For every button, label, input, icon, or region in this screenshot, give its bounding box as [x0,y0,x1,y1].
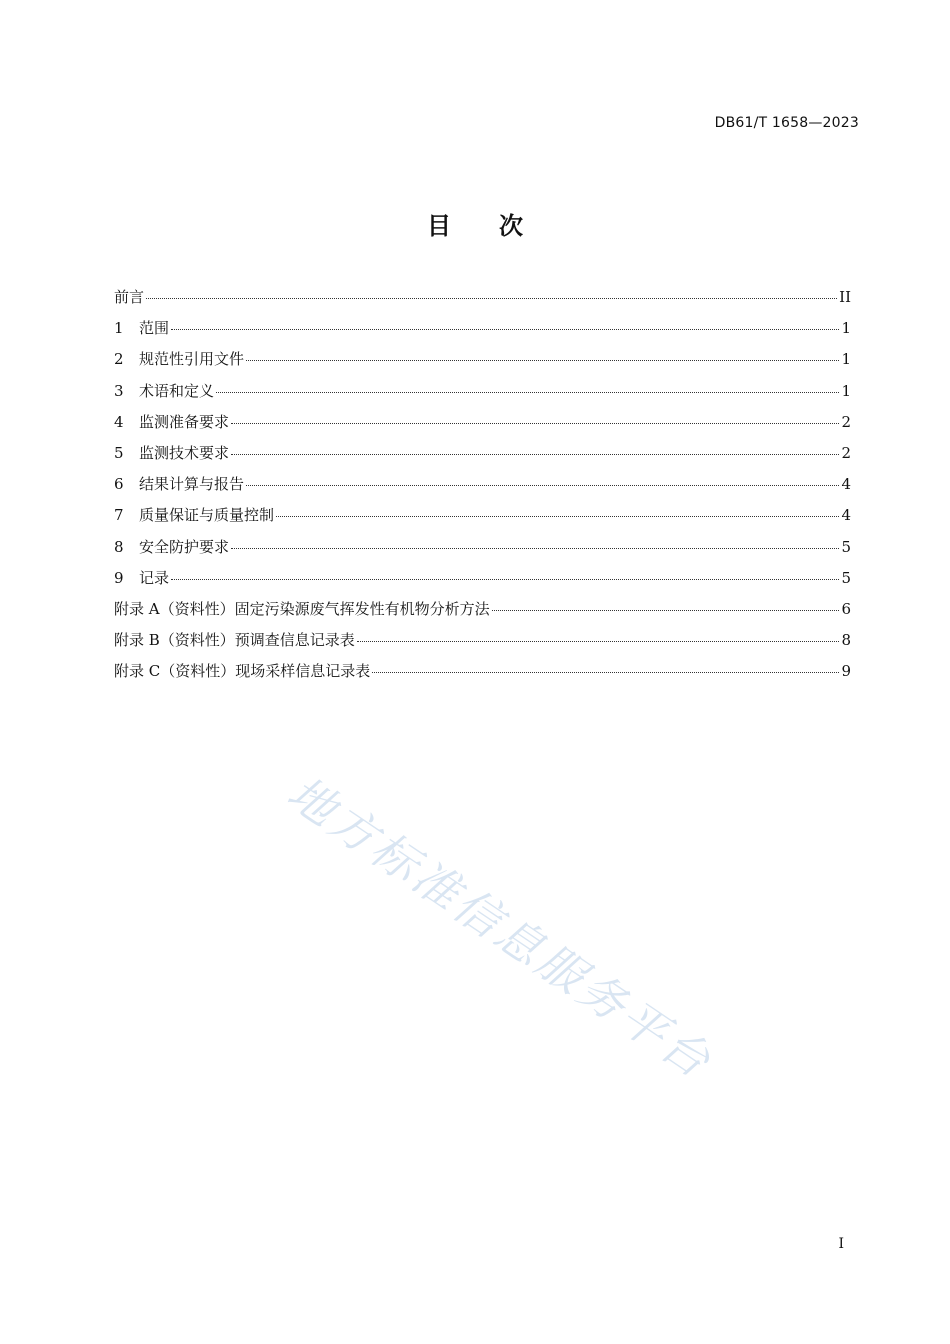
toc-list [114,287,851,692]
toc-entry-label: 前言 [114,288,145,306]
toc-entry-5[interactable] [114,443,851,474]
toc-entry-number: 3 [114,381,124,400]
toc-entry-appendix-b[interactable] [114,630,851,661]
toc-dot-leader [171,579,839,580]
toc-entry-page: 1 [841,381,851,400]
toc-entry-2[interactable] [114,349,851,380]
toc-dot-leader [231,423,839,424]
toc-dot-leader [372,672,839,673]
document-code: DB61/T 1658—2023 [714,115,859,131]
toc-entry-number: 1 [114,319,124,338]
toc-entry-6[interactable] [114,474,851,505]
toc-entry-number: 8 [114,537,124,556]
toc-entry-page: 5 [841,568,851,587]
toc-entry-number: 7 [114,506,124,525]
toc-entry-label: 附录 C（资料性）现场采样信息记录表 [114,662,371,681]
toc-entry-7[interactable] [114,505,851,536]
toc-dot-leader [216,392,839,393]
toc-dot-leader [246,360,839,361]
toc-entry-number: 4 [114,412,124,431]
toc-entry-label: 监测技术要求 [139,443,230,462]
toc-entry-8[interactable] [114,537,851,568]
toc-entry-page: 2 [841,412,851,431]
toc-dot-leader [146,298,837,299]
toc-dot-leader [357,641,840,642]
toc-dot-leader [276,516,839,517]
toc-entry-4[interactable] [114,412,851,443]
toc-entry-page: 6 [841,599,851,618]
toc-entry-page: 9 [841,662,851,681]
toc-entry-page: 5 [841,537,851,556]
toc-entry-page: 2 [841,443,851,462]
toc-entry-label: 质量保证与质量控制 [139,506,275,525]
toc-title-char-2: 次 [499,212,523,240]
toc-entry-number: 9 [114,568,124,587]
toc-entry-page: 4 [841,506,851,525]
toc-entry-3[interactable] [114,381,851,412]
toc-entry-label: 规范性引用文件 [139,350,245,369]
toc-entry-number: 2 [114,350,124,369]
toc-entry-page: 1 [841,319,851,338]
toc-dot-leader [231,548,839,549]
toc-title [0,206,950,241]
toc-dot-leader [246,485,839,486]
toc-entry-label: 记录 [139,568,170,587]
toc-entry-number: 5 [114,443,124,462]
toc-entry-page: 4 [841,475,851,494]
toc-entry-label: 监测准备要求 [139,412,230,431]
toc-entry-label: 附录 B（资料性）预调查信息记录表 [114,631,355,650]
toc-entry-label: 结果计算与报告 [139,475,245,494]
toc-entry-label: 安全防护要求 [139,537,230,556]
page-number: I [838,1236,844,1252]
toc-dot-leader [492,610,840,611]
toc-entry-appendix-c[interactable] [114,661,851,692]
toc-entry-preface[interactable] [114,287,851,318]
toc-entry-page: 1 [841,350,851,369]
toc-dot-leader [231,454,839,455]
toc-entry-appendix-a[interactable] [114,599,851,630]
toc-entry-label: 附录 A（资料性）固定污染源废气挥发性有机物分析方法 [114,599,490,618]
toc-entry-page: II [839,288,851,306]
toc-entry-label: 术语和定义 [139,381,215,400]
toc-entry-page: 8 [841,631,851,650]
toc-entry-number: 6 [114,475,124,494]
toc-title-char-1: 目 [427,212,451,240]
toc-entry-9[interactable] [114,568,851,599]
toc-entry-1[interactable] [114,318,851,349]
watermark: 地方标准信息服务平台 [277,765,723,1090]
toc-dot-leader [171,329,839,330]
toc-entry-label: 范围 [139,319,170,338]
